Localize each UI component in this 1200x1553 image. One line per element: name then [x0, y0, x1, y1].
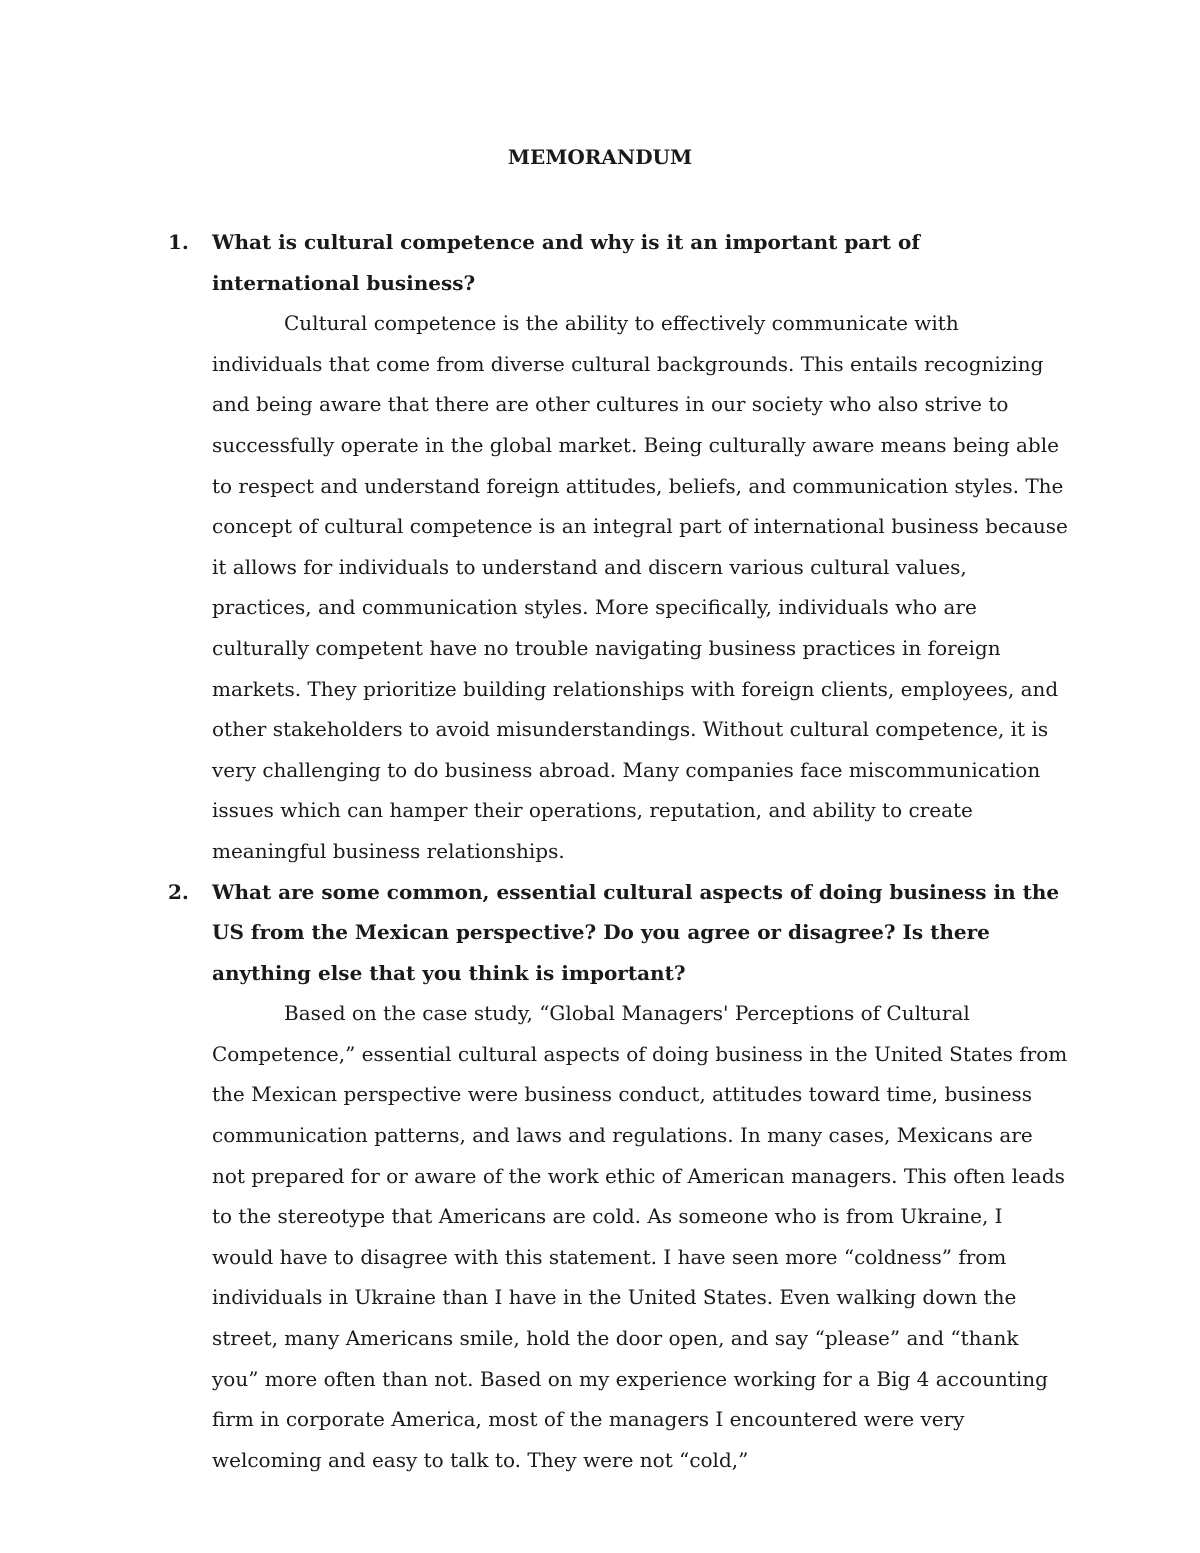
question-heading: What is cultural competence and why is it an important part of international business?	[212, 230, 920, 295]
question-list	[168, 222, 1068, 1480]
answer-paragraph: Based on the case study, “Global Managers' Perceptions of Cultural Competence,” essential cultural aspects of doing business in the United States from the Mexican perspective were business conduct, attitudes toward time, business communication patterns, and laws and regulations. In many cases, Mexicans are not prepared for or aware of the work ethic of American managers. This often leads to the stereotype that Americans are cold. As someone who is from Ukraine, I would have to disagree with this statement. I have seen more “coldness” from individuals in Ukraine than I have in the United States. Even walking down the street, many Americans smile, hold the door open, and say “please” and “thank you” more often than not. Based on my experience working for a Big 4 accounting firm in corporate America, most of the managers I encountered were very welcoming and easy to talk to. They were not “cold,”	[212, 1001, 1068, 1472]
list-item	[168, 222, 1068, 872]
page-title: MEMORANDUM	[507, 145, 693, 169]
answer-paragraph: Cultural competence is the ability to effectively communicate with individuals that come from diverse cultural backgrounds. This entails recognizing and being aware that there are other cultures in our society who also strive to successfully operate in the global market. Being culturally aware means being able to respect and understand foreign attitudes, beliefs, and communication styles. The concept of cultural competence is an integral part of international business because it allows for individuals to understand and discern various cultural values, practices, and communication styles. More specifically, individuals who are culturally competent have no trouble navigating business practices in foreign markets. They prioritize building relationships with foreign clients, employees, and other stakeholders to avoid misunderstandings. Without cultural competence, it is very challenging to do business abroad. Many companies face miscommunication issues which can hamper their operations, reputation, and ability to create meaningful business relationships.	[212, 311, 1068, 863]
item-number: 2.	[168, 879, 189, 904]
question-heading: What are some common, essential cultural aspects of doing business in the US from the Mexican perspective? Do you agree or disagree? Is there anything else that you think is important?	[212, 879, 1060, 985]
list-item	[168, 872, 1068, 1481]
item-number: 1.	[168, 230, 189, 254]
